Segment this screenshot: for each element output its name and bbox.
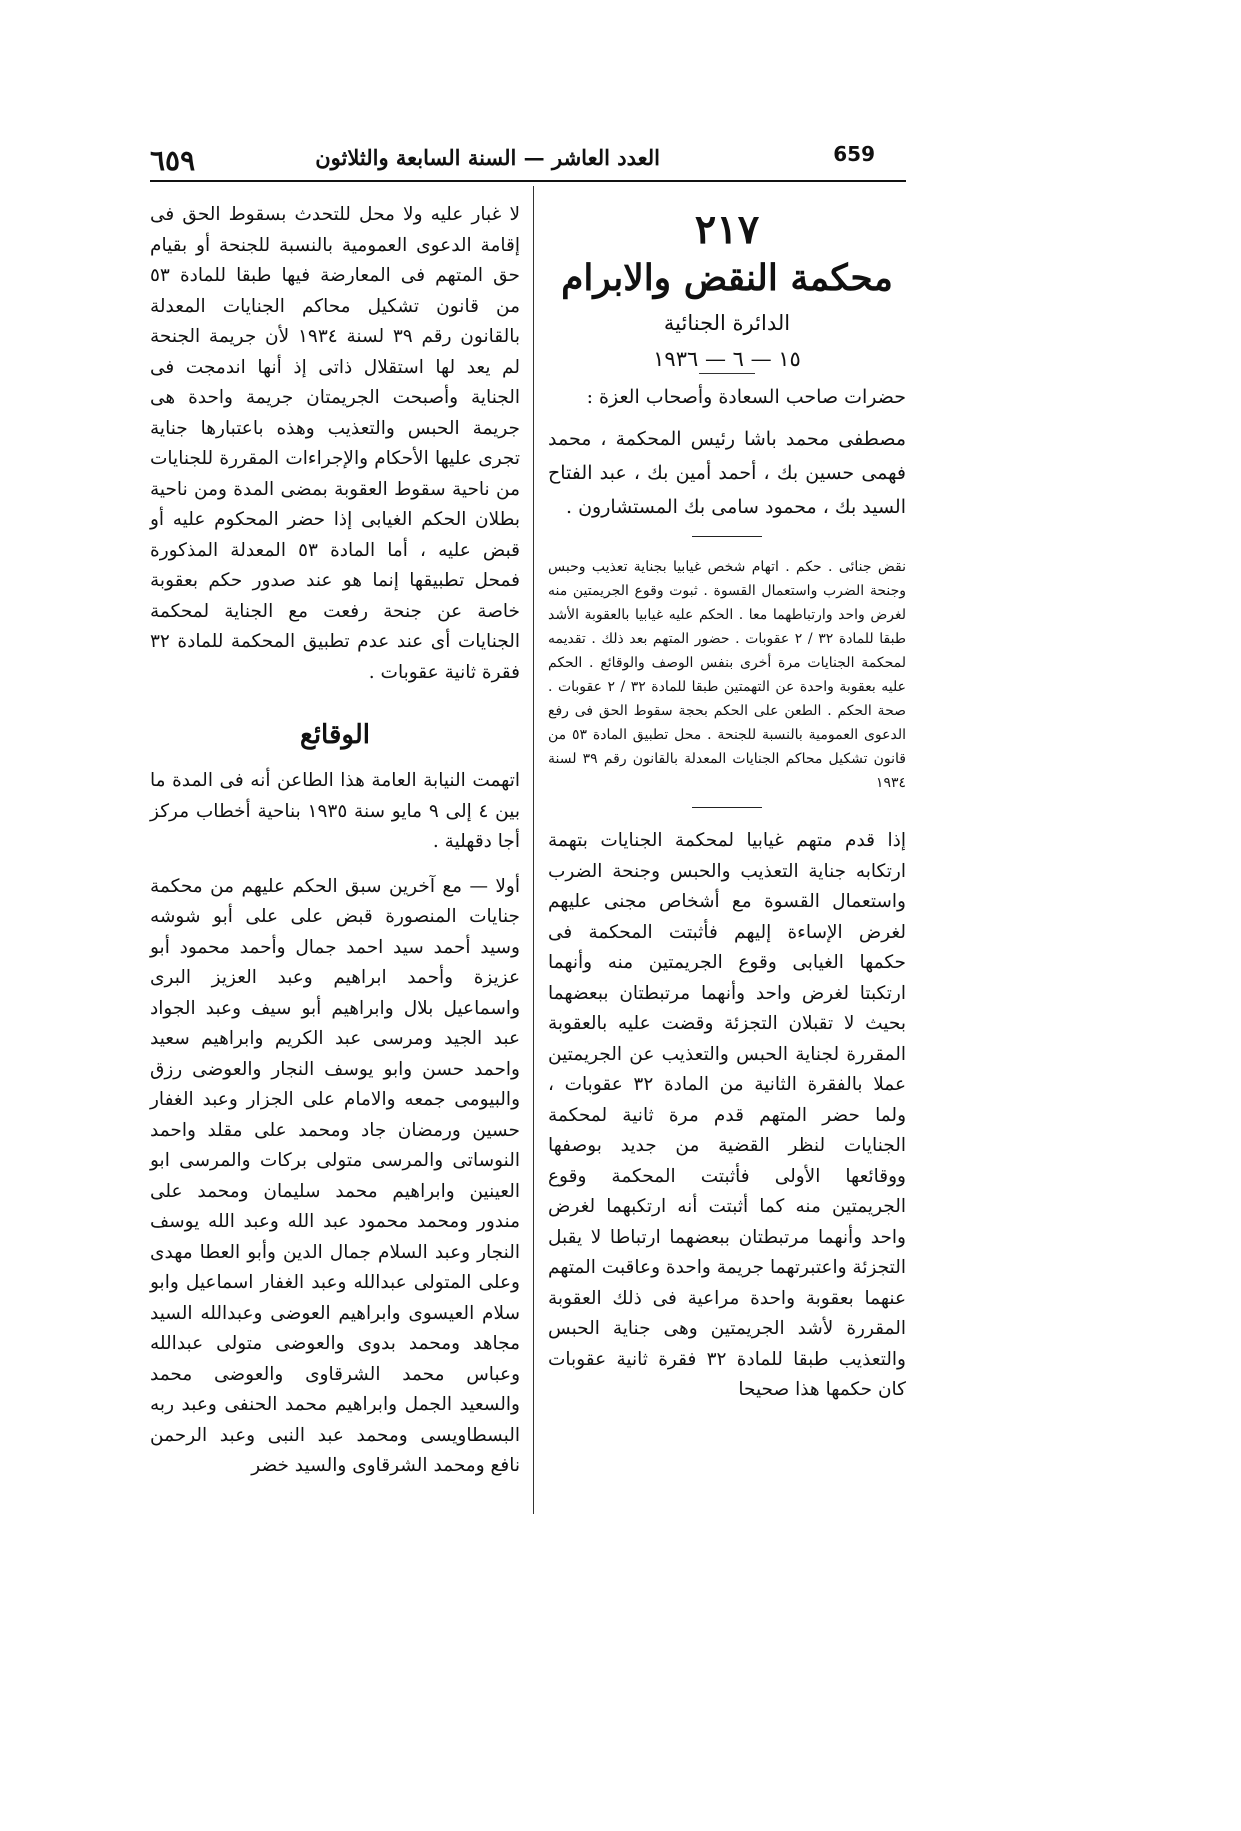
court-name: محكمة النقض والابرام: [561, 257, 893, 299]
headnote: نقض جنائى . حكم . اتهام شخص غيابيا بجناية تعذيب وحبس وجنحة الضرب واستعمال القسوة . ثبوت وقوع الجريمتين منه لغرض واحد وارتباطهما معا . الحكم عليه غيابيا بالعقوبة الأشد طبقا للمادة ٣٢ / ٢ عقوبات . حضور المتهم بعد ذلك . تقديمه لمحكمة الجنايات مرة أخرى بنفس الوصف والوقائع . الحكم عليه بعقوبة واحدة عن التهمتين طبقا للمادة ٣٢ / ٢ عقوبات . صحة الحكم . الطعن على الحكم بحجة سقوط الحق فى رفع الدعوى العمومية بالنسبة للجنحة . محل تطبيق المادة ٥٣ من قانون تشكيل محاكم الجنايات المعدلة بالقانون رقم ٣٩ لسنة ١٩٣٤: [548, 559, 907, 791]
judges-title: حضرات صاحب السعادة وأصحاب العزة :: [586, 386, 906, 408]
header-rule: [150, 180, 906, 182]
judgment-date: ١٥ — ٦ — ١٩٣٦: [653, 347, 801, 371]
chamber-name: الدائرة الجنائية: [663, 311, 791, 335]
ruling-continuation: لا غبار عليه ولا محل للتحدث بسقوط الحق فى إقامة الدعوى العمومية بالنسبة للجنحة أو بقيام حق المتهم فى المعارضة فيها طبقا للمادة ٥٣ من قانون تشكيل محاكم الجنايات المعدلة بالقانون رقم ٣٩ لسنة ١٩٣٤ لأن جريمة الجنحة لم يعد لها استقلال ذاتى إذ أنها اندمجت فى الجناية وأصبحت الجريمتان جريمة واحدة هى جريمة الحبس والتعذيب وهذه باعتبارها جناية تجرى عليها الأحكام والإجراءات المقررة للجنايات من ناحية سقوط العقوبة بمضى المدة ومن ناحية بطلان الحكم الغيابى إذا حضر المحكوم عليه أو قبض عليه ، أما المادة ٥٣ المعدلة المذكورة فمحل تطبيقها إنما هو عند صدور حكم بعقوبة خاصة عن جنحة رفعت مع الجناية لمحكمة الجنايات أى عند عدم تطبيق المحكمة للمادة ٣٢ فقرة ثانية عقوبات .: [150, 204, 521, 683]
running-head: العدد العاشر — السنة السابعة والثلاثون: [315, 145, 660, 170]
column-divider: [533, 186, 534, 1514]
facts-paragraph-1: اتهمت النيابة العامة هذا الطاعن أنه فى المدة ما بين ٤ إلى ٩ مايو سنة ١٩٣٥ بناحية أخطاب مركز أجا دقهلية .: [150, 770, 520, 852]
section-rule: [692, 536, 762, 537]
right-column: [548, 200, 906, 1406]
left-column: [150, 200, 520, 1482]
ruling-text: إذا قدم متهم غيابيا لمحكمة الجنايات بتهمة ارتكابه جناية التعذيب والحبس وجنحة الضرب واستعمال القسوة مع أشخاص مجنى عليهم لغرض الإساءة إليهم فأثبتت المحكمة فى حكمها الغيابى وقوع الجريمتين منه وأنهما ارتكبتا لغرض واحد وأنهما مرتبطتان ببعضهما بحيث لا تقبلان التجزئة وقضت عليه بالعقوبة المقررة لجناية الحبس والتعذيب عن الجريمتين عملا بالفقرة الثانية من المادة ٣٢ عقوبات ، ولما حضر المتهم قدم مرة ثانية لمحكمة الجنايات لنظر القضية من جديد بوصفها ووقائعها الأولى فأثبتت المحكمة وقوع الجريمتين منه كما أثبتت أنه ارتكبهما لغرض واحد وأنهما مرتبطتان ببعضهما ارتباطا لا يقبل التجزئة واعتبرتهما جريمة واحدة وعاقبت المتهم عنهما بعقوبة واحدة مراعية فى ذلك العقوبة المقررة لأشد الجريمتين وهى جناية الحبس والتعذيب طبقا للمادة ٣٢ فقرة ثانية عقوبات كان حكمها هذا صحيحا: [548, 830, 906, 1400]
facts-paragraph-2: أولا — مع آخرين سبق الحكم عليهم من محكمة جنايات المنصورة قبض على على أبو شوشه وسيد أحمد سيد احمد جمال وأحمد محمود أبو عزيزة وأحمد ابراهيم وعبد العزيز البرى واسماعيل بلال وابراهيم أبو سيف وعبد الجواد عبد الجيد ومرسى عبد الكريم وابراهيم سعيد واحمد حسن وابو يوسف النجار والعوضى رزق والبيومى جمعه والامام على الجزار وعبد الغفار حسين ورمضان جاد ومحمد على مقلد واحمد النوساتى والمرسى متولى بركات والمرسى ابو العينين وابراهيم محمد سليمان ومحمد على مندور ومحمد محمود عبد الله وعبد الله يوسف النجار وعبد السلام جمال الدين وأبو العطا مهدى وعلى المتولى عبدالله وعبد الغفار اسماعيل وابو سلام العيسوى وابراهيم العوضى وعبدالله السيد مجاهد ومحمد بدوى والعوضى متولى عبدالله وعباس محمد الشرقاوى والعوضى محمد والسعيد الجمل وابراهيم محمد الحنفى وعبد ربه البسطاويسى ومحمد عبد النبى وعبد الرحمن نافع ومحمد الشرقاوى والسيد خضر: [150, 875, 520, 1476]
page-number-arabic: ٦٥٩: [150, 144, 196, 177]
case-number: ٢١٧: [694, 206, 760, 253]
date-rule: [699, 373, 755, 374]
page-number-latin: 659: [833, 142, 875, 166]
judges-list: مصطفى محمد باشا رئيس المحكمة ، محمد فهمى حسين بك ، أحمد أمين بك ، عبد الفتاح السيد بك ، محمود سامى بك المستشارون .: [548, 428, 906, 518]
page-header: [150, 142, 900, 182]
section-rule: [692, 807, 762, 808]
facts-heading: الوقائع: [299, 720, 370, 750]
